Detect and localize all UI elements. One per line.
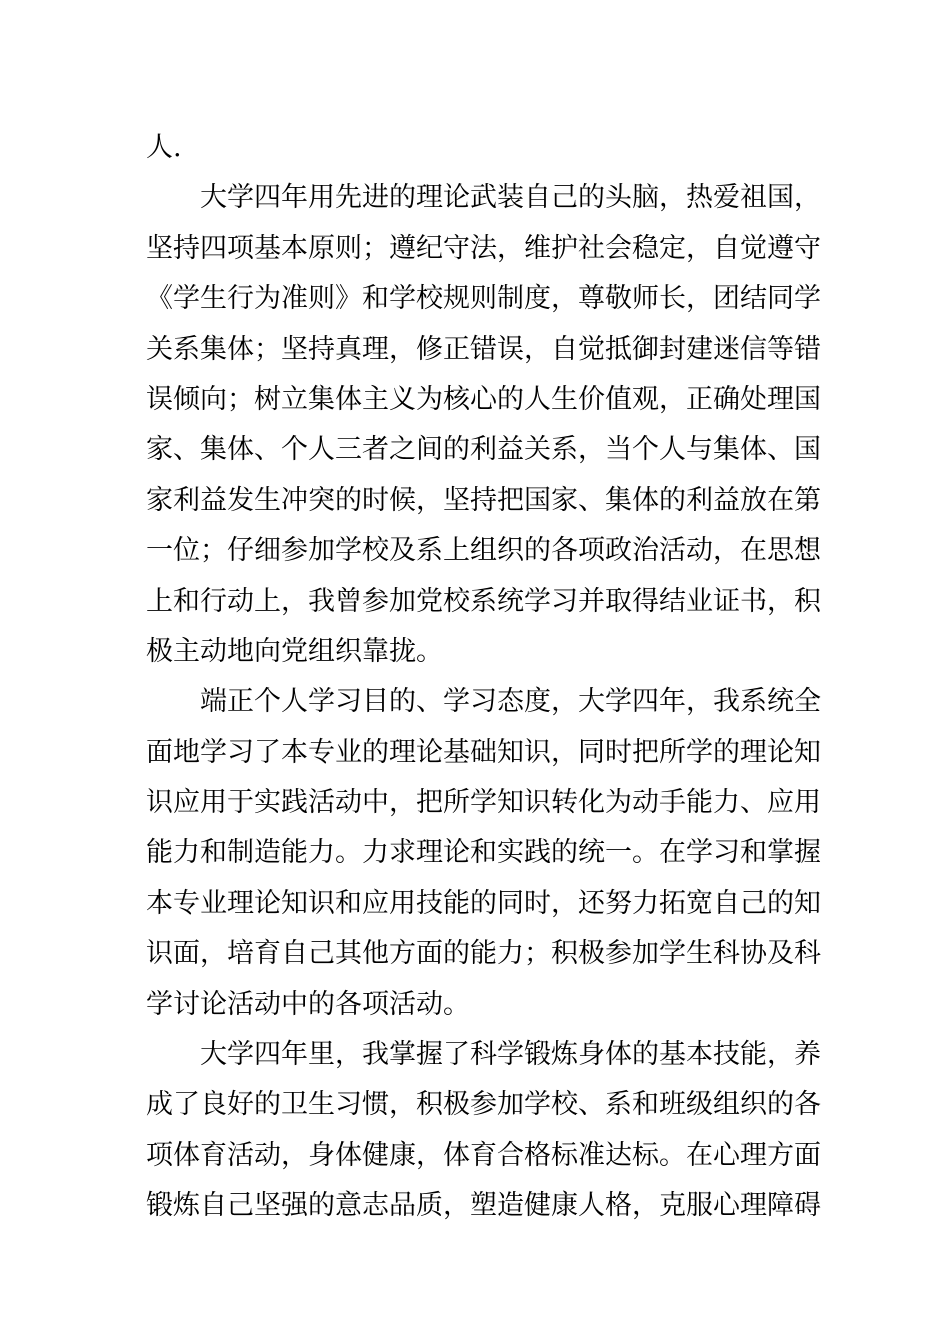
text-line: 极主动地向党组织靠拢。 <box>146 635 443 667</box>
text-line: 人. <box>146 132 182 163</box>
text-line: 误倾向；树立集体主义为核心的人生价值观，正确处理国 <box>146 383 821 415</box>
text-line: 坚持四项基本原则；遵纪守法，维护社会稳定，自觉遵守 <box>146 232 821 264</box>
text-line: 项体育活动，身体健康，体育合格标准达标。在心理方面 <box>146 1139 821 1171</box>
text-line: 一位；仔细参加学校及系上组织的各项政治活动，在思想 <box>146 535 821 567</box>
text-line: 本专业理论知识和应用技能的同时，还努力拓宽自己的知 <box>146 887 821 919</box>
text-line: 识应用于实践活动中，把所学知识转化为动手能力、应用 <box>146 787 821 819</box>
text-line: 家利益发生冲突的时候，坚持把国家、集体的利益放在第 <box>146 484 821 516</box>
text-line: 家、集体、个人三者之间的利益关系，当个人与集体、国 <box>146 434 821 466</box>
text-line: 《学生行为准则》和学校规则制度，尊敬师长，团结同学 <box>146 283 821 315</box>
text-line: 端正个人学习目的、学习态度，大学四年，我系统全 <box>200 686 821 718</box>
text-line: 面地学习了本专业的理论基础知识，同时把所学的理论知 <box>146 736 821 768</box>
text-line: 能力和制造能力。力求理论和实践的统一。在学习和掌握 <box>146 837 821 869</box>
text-line: 大学四年用先进的理论武装自己的头脑，热爱祖国， <box>200 182 821 214</box>
text-line: 识面，培育自己其他方面的能力；积极参加学生科协及科 <box>146 938 821 970</box>
body-text <box>146 123 821 1232</box>
text-line: 上和行动上，我曾参加党校系统学习并取得结业证书，积 <box>146 585 821 617</box>
text-line: 大学四年里，我掌握了科学锻炼身体的基本技能，养 <box>200 1039 821 1071</box>
text-line: 成了良好的卫生习惯，积极参加学校、系和班级组织的各 <box>146 1089 821 1121</box>
text-line: 锻炼自己坚强的意志品质，塑造健康人格，克服心理障碍 <box>146 1190 821 1222</box>
text-line: 学讨论活动中的各项活动。 <box>146 988 470 1020</box>
text-line: 关系集体；坚持真理，修正错误，自觉抵御封建迷信等错 <box>146 333 821 365</box>
